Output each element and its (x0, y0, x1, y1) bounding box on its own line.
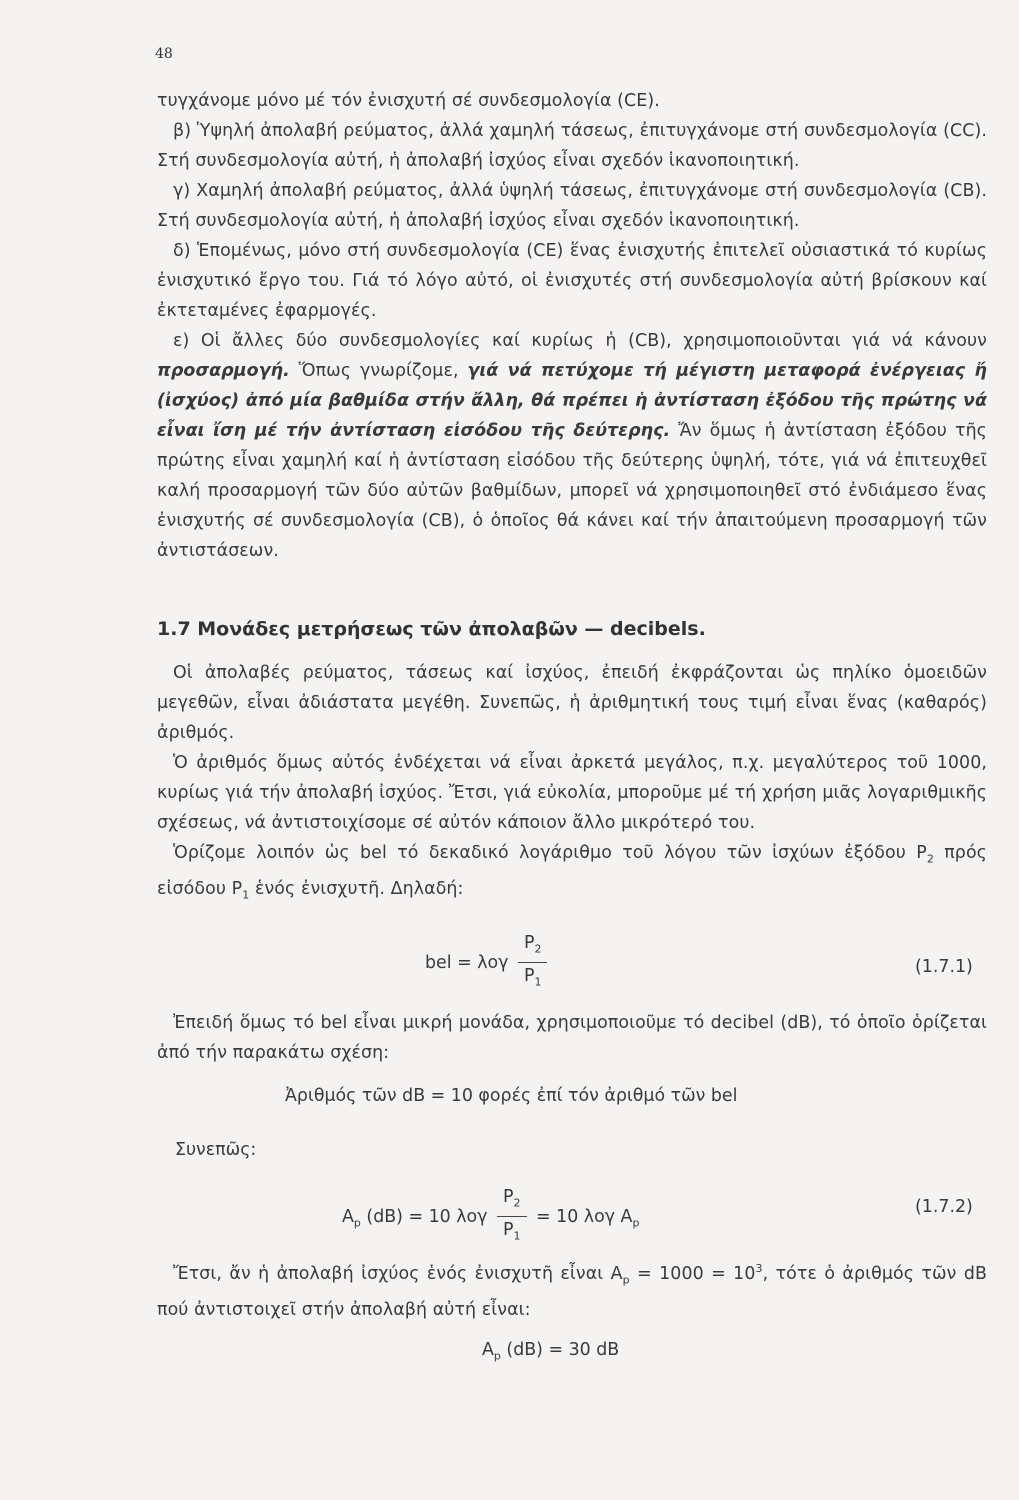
section-paragraph-3 (157, 838, 987, 911)
section-text-block (157, 658, 987, 911)
equation-bel (425, 930, 551, 996)
eq1-fraction (518, 930, 548, 996)
epsilon-text-a: ε) Οἱ ἄλλες δύο συνδεσμολογίες καί κυρίως ἡ (CB), χρησιμοποιοῦνται γιά νά κάνουν (173, 331, 987, 351)
section-paragraph-2: Ὁ ἀριθμός ὅμως αὐτός ἐνδέχεται νά εἶναι ἀρκετά μεγάλος, π.χ. μεγαλύτερος τοῦ 1000, κυρίως γιά τήν ἀπολαβή ἰσχύος. Ἔτσι, γιά εὐκολία, μποροῦμε μέ τή χρήση μιᾶς λογαριθμικῆς σχέσεως, νά ἀντιστοιχίσομε σέ αὐτόν κάποιον ἄλλο μικρότερό του. (157, 753, 987, 833)
paragraph-beta: β) Ὑψηλή ἀπολαβή ρεύματος, ἀλλά χαμηλή τάσεως, ἐπιτυγχάνομε στή συνδεσμολογία (CC). Στή συνδεσμολογία αὐτή, ἡ ἀπολαβή ἰσχύος εἶναι σχεδόν ἱκανοποιητική. (157, 121, 987, 171)
equation-result: $A_p$ (dB) = 30 dB (482, 1340, 620, 1363)
after-eq2-block (157, 1254, 987, 1325)
after-eq1-paragraph: Ἐπειδή ὅμως τό bel εἶναι μικρή μονάδα, χρησιμοποιοῦμε τό decibel (dB), τό ὁποῖο ὁρίζεται ἀπό τήν παρακάτω σχέση: (157, 1013, 987, 1063)
after-eq2-paragraph: Ἔτσι, ἄν ἡ ἀπολαβή ἰσχύος ἑνός ἐνισχυτῆ εἶναι $A_p = 1000 = 10^3$, τότε ὁ ἀριθμός τῶν dB πού ἀντιστοιχεῖ στήν ἀπολαβή αὐτή εἶναι: (157, 1262, 988, 1321)
section-paragraph-1: Οἱ ἀπολαβές ρεύματος, τάσεως καί ἰσχύος, ἐπειδή ἐκφράζονται ὡς πηλίκο ὁμοειδῶν μεγεθῶν, εἶναι ἀδιάστατα μεγέθη. Συνεπῶς, ἡ ἀριθμητική τους τιμή εἶναι ἕνας (καθαρός) ἀριθμός. (157, 663, 987, 743)
equation-decibel: $A_p$ (dB) = 10 λογ $\frac{P_2}{P_1}$ = 10 λογ $A_p$ (342, 1184, 639, 1250)
paragraph-delta: δ) Ἑπομένως, μόνο στή συνδεσμολογία (CE) ἕνας ἐνισχυτής ἐπιτελεῖ οὐσιαστικά τό κυρίως ἐνισχυτικό ἔργο του. Γιά τό λόγο αὐτό, οἱ ἐνισχυτές στή συνδεσμολογία αὐτή βρίσκουν καί ἐκτεταμένες ἐφαρμογές. (157, 241, 987, 321)
s3-text-c: ἑνός ἐνισχυτῆ. Δηλαδή: (249, 879, 464, 900)
upper-text-block (157, 86, 987, 566)
epsilon-emphasis-rule: γιά νά πετύχομε τή μέγιστη μεταφορά ἐνέργειας ἤ (ἰσχύος) ἀπό μία βαθμίδα στήν ἄλλη, θά πρέπει ἡ ἀντίσταση ἐξόδου τῆς πρώτης νά εἶναι ἴση μέ τήν ἀντίσταση εἰσόδου τῆς δεύτερης. (157, 361, 988, 441)
eq2-lhs-b: (dB) = 10 λογ (360, 1206, 488, 1227)
eq2-fraction (497, 1184, 527, 1250)
paragraph-gamma: γ) Χαμηλή ἀπολαβή ρεύματος, ἀλλά ὑψηλή τάσεως, ἐπιτυγχάνομε στή συνδεσμολογία (CB). Στή συνδεσμολογία αὐτή, ἡ ἀπολαβή ἰσχύος εἶναι σχεδόν ἱκανοποιητική. (157, 181, 987, 231)
eq1-lhs: bel = λογ (425, 952, 509, 973)
epsilon-text-e: Ἄν ὅμως ἡ ἀντίσταση ἐξόδου τῆς πρώτης εἶναι χαμηλή καί ἡ ἀντίσταση εἰσόδου τῆς δεύτερης ὑψηλή, τότε, γιά νά ἐπιτευχθεῖ καλή προσαρμογή τῶν δύο αὐτῶν βαθμίδων, μπορεῖ νά χρησιμοποιηθεῖ στό ἐνδιάμεσο ἕνας ἐνισχυτής σέ συνδεσμολογία (CB), ὁ ὁποῖος θά κάνει καί τήν ἀπαιτούμενη προσαρμογή τῶν ἀντιστάσεων. (157, 421, 987, 561)
equation-number-2: (1.7.2) (915, 1197, 973, 1217)
s3-sub-1: 1 (242, 888, 250, 902)
section-heading: 1.7 Μονάδες μετρήσεως τῶν ἀπολαβῶν — decibels. (157, 618, 706, 640)
eq2-lhs-a: A (342, 1206, 354, 1227)
s3-text-b: πρός εἰσόδου P (157, 843, 987, 900)
epsilon-emphasis-adaptation: προσαρμογή. (157, 361, 290, 381)
eq2-rhs: = 10 λογ A (536, 1206, 633, 1227)
after-eq1-block (157, 1008, 987, 1068)
s3-sub-2: 2 (926, 852, 934, 866)
eq1-denominator: $P_1$ (523, 966, 542, 989)
paragraph-continuation: τυγχάνομε μόνο μέ τόν ἐνισχυτή σέ συνδεσμολογία (CE). (157, 91, 660, 111)
therefore-label: Συνεπῶς: (175, 1140, 257, 1160)
definition-line: Ἀριθμός τῶν dB = 10 φορές ἐπί τόν ἀριθμό τῶν bel (285, 1086, 738, 1106)
equation-number-1: (1.7.1) (915, 957, 973, 977)
eq2-numerator: $P_2$ (497, 1184, 527, 1217)
epsilon-text-c: Ὅπως γνωρίζομε, (289, 361, 468, 381)
page-number: 48 (155, 46, 173, 62)
s3-text-a: Ὁρίζομε λοιπόν ὡς bel τό δεκαδικό λογάριθμο τοῦ λόγου τῶν ἰσχύων ἐξόδου P (173, 843, 927, 863)
eq2-denominator: $P_1$ (503, 1220, 521, 1243)
eq1-numerator: $P_2$ (518, 930, 548, 963)
paragraph-epsilon (157, 326, 987, 566)
